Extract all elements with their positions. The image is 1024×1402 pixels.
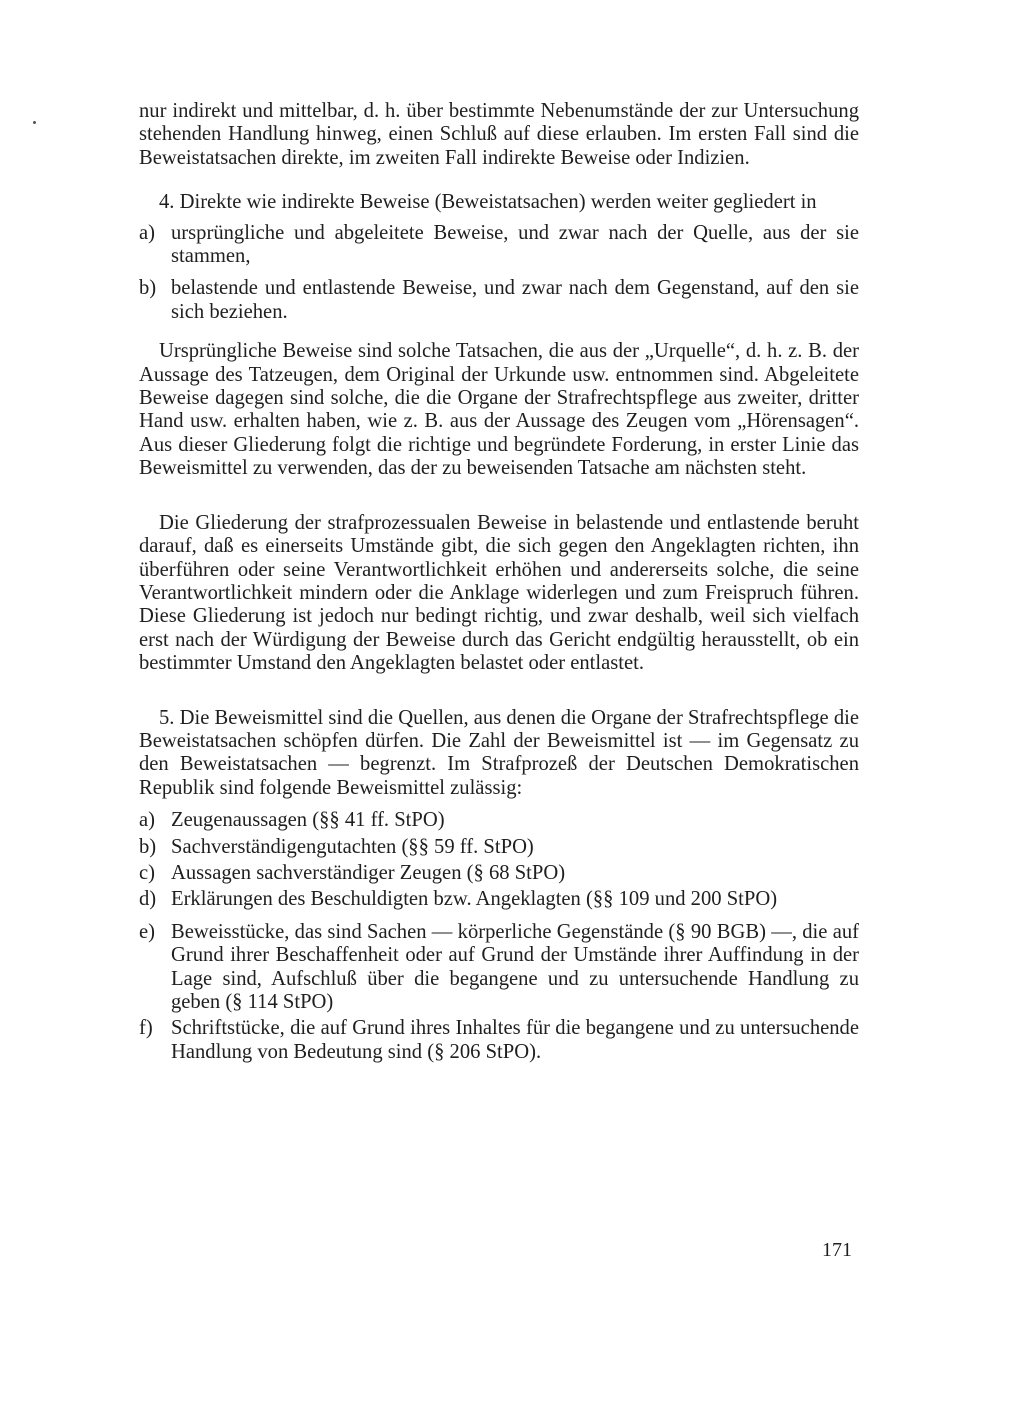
- list-marker: c): [139, 861, 155, 884]
- list-marker: b): [139, 835, 157, 858]
- section-5-intro: 5. Die Beweismittel sind die Quellen, aus denen die Organe der Strafrechtspflege die Beweistatsachen schöpfen dürfen. Die Zahl der Beweismittel ist — im Gegensatz zu den Beweistatsachen — begrenzt. Im Strafprozeß der Deutschen Demokratischen Republik sind folgende Beweismittel zulässig:: [139, 706, 859, 799]
- section-4-list: [139, 222, 859, 325]
- list-marker: e): [139, 920, 155, 943]
- list-item: [139, 888, 859, 911]
- list-item-text: Schriftstücke, die auf Grund ihres Inhaltes für die begangene und zu untersuchende Handlung von Bedeutung sind (§ 206 StPO).: [171, 1017, 859, 1063]
- original-sources-paragraph: Ursprüngliche Beweise sind solche Tatsachen, die aus der „Urquelle“, d. h. z. B. der Aussage des Tatzeugen, dem Original der Urkunde usw. entnommen sind. Abgeleitete Beweise dagegen sind solche, die die Organe der Strafrechtspflege aus zweiter, dritter Hand usw. erhalten haben, wie z. B. aus der Aussage des Zeugen vom „Hörensagen“. Aus dieser Gliederung folgt die richtige und begründete Forderung, in erster Linie das Beweismittel zu verwenden, das der zu beweisenden Tatsache am nächsten steht.: [139, 340, 859, 480]
- list-item: [139, 1017, 859, 1064]
- list-item-text: Erklärungen des Beschuldigten bzw. Angeklagten (§§ 109 und 200 StPO): [171, 888, 778, 911]
- list-marker: d): [139, 888, 157, 911]
- intro-paragraph: nur indirekt und mittelbar, d. h. über bestimmte Nebenumstände der zur Untersuchung stehenden Handlung hinweg, einen Schluß auf diese erlauben. Im ersten Fall sind die Beweistatsachen direkte, im zweiten Fall indirekte Beweise oder Indizien.: [139, 100, 859, 169]
- page-body: [139, 100, 859, 1064]
- list-item-text: Zeugenaussagen (§§ 41 ff. StPO): [171, 809, 445, 832]
- list-item-text: Sachverständigengutachten (§§ 59 ff. StPO): [171, 835, 534, 858]
- list-item-text: belastende und entlastende Beweise, und zwar nach dem Gegenstand, auf den sie sich beziehen.: [171, 277, 859, 323]
- list-marker: a): [139, 809, 155, 832]
- list-item: [139, 921, 859, 1015]
- list-item: [139, 277, 859, 324]
- list-marker: b): [139, 277, 157, 300]
- incriminating-paragraph: Die Gliederung der strafprozessualen Beweise in belastende und entlastende beruht darauf, daß es einerseits Umstände gibt, die sich gegen den Angeklagten richten, ihn überführen oder seine Verantwortlichkeit erhöhen und andererseits solche, die seine Verantwortlichkeit mindern oder die Anklage widerlegen und zum Freispruch führen. Diese Gliederung ist jedoch nur bedingt richtig, und zwar deshalb, weil sich vielfach erst nach der Würdigung der Beweise durch das Gericht endgültig herausstellt, ob ein bestimmter Umstand den Angeklagten belastet oder entlastet.: [139, 511, 859, 675]
- list-item: [139, 836, 859, 859]
- list-item-text: ursprüngliche und abgeleitete Beweise, und zwar nach der Quelle, aus der sie stammen,: [171, 221, 859, 268]
- list-marker: f): [139, 1017, 153, 1040]
- list-item: [139, 222, 859, 269]
- scan-speck: [33, 121, 36, 124]
- list-item: [139, 809, 859, 832]
- list-item: [139, 862, 859, 885]
- section-5-list: [139, 809, 859, 1064]
- list-item-text: Beweisstücke, das sind Sachen — körperliche Gegenstände (§ 90 BGB) —, die auf Grund ihrer Beschaffenheit oder auf Grund der Umstände ihrer Auffindung in der Lage sind, Aufschluß über die begangene und zu untersuchende Handlung zu geben (§ 114 StPO): [171, 920, 859, 1013]
- list-item-text: Aussagen sachverständiger Zeugen (§ 68 StPO): [171, 861, 566, 884]
- list-marker: a): [139, 221, 155, 244]
- section-4-intro: 4. Direkte wie indirekte Beweise (Beweistatsachen) werden weiter gegliedert in: [159, 191, 817, 214]
- page-number: 171: [822, 1239, 852, 1261]
